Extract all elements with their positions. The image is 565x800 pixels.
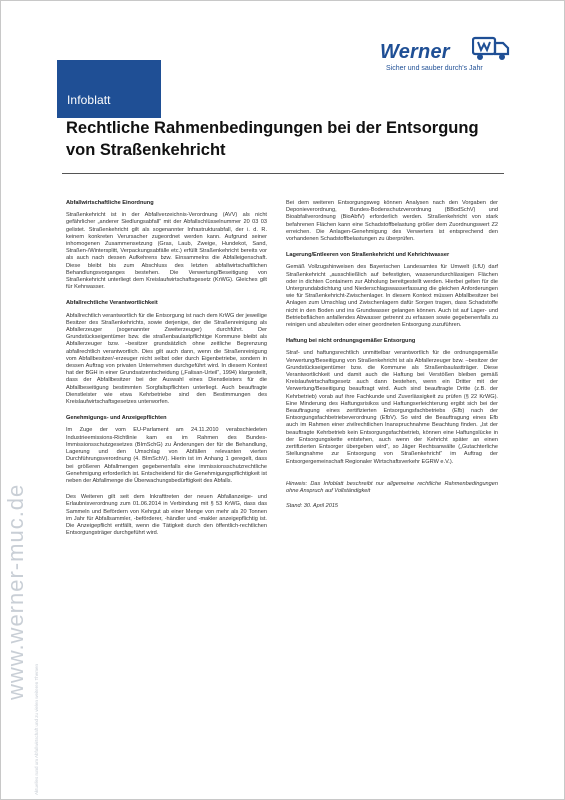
title-divider: [62, 173, 504, 174]
section-heading: Genehmigungs- und Anzeigepflichten: [66, 415, 167, 422]
section-heading: Haftung bei nicht ordnungsgemäßer Entsorgung: [286, 338, 416, 345]
paragraph: Straßenkehricht ist in der Abfallverzeichnis-Verordnung (AVV) als nicht gefährlicher „anderer Siedlungsabfall“ mit der Abfallschlüsselnummer 20 03 03 gelistet. Straßenkehricht gilt als sogenannter Infrastrukturabfall, der i. d. R. keinem konkreten Verursacher zugeordnet werden kann. Aufgrund seiner inhomogenen Zusammensetzung (Gras, Laub, Zweige, Hundekot, Sand, Straßen-/Wintersplitt, Verpackungsabfälle etc.) erfüllt Straßenkehricht bereits vor als auch nach dessen Aufkehrens bzw. Einsammelns die Abfalleigenschaft. Diese bleibt bis zum Abschluss des letzten abfallwirtschaftlichen Behandlungsvorganges bestehen. Die Verwertung/Beseitigung von Straßenkehricht unterliegt dem Kreislaufwirtschaftsgesetz (KrWG). Gleiches gilt für Kehrwasser.: [66, 212, 267, 291]
side-note: Aktuelles rund um Abfallwirtschaft und zu vielen weiteren Themen: [34, 664, 39, 795]
right-column: [286, 200, 498, 518]
left-column: [66, 200, 267, 546]
paragraph: Gemäß Vollzugshinweisen des Bayerischen Landesamtes für Umwelt (LfU) darf Straßenkehricht „ausschließlich auf befestigten, wasserundurchlässigen Flächen oder in dichten Containern zur Abholung bereitgestellt werden. Hierbei gelten für die Untergrundabdichtung und Niederschlagswasserfassung die gleichen Anforderungen wie für Straßenkehricht-Zwischenlager. In diesem Kontext müssen Abfallbesitzer bei Anlagen zum Umschlag und Zwischenlagern dafür Sorgen tragen, dass Schadstoffe nicht in den Boden und ins Grundwasser gelangen können. Auch ist auf Lager- und Betriebsflächen anfallendes Abwasser getrennt zu erfassen sowie gegebenenfalls zu reinigen und abzuleiten oder einer geordneten Entsorgung zuzuführen.: [286, 264, 498, 329]
paragraph: Abfallrechtlich verantwortlich für die Entsorgung ist nach dem KrWG der jeweilige Besitzer des Straßenkehrichts, sowie derjenige, der die Straßenreinigung als Abfallerzeuger (sogenannter Zweiterzeuger) durchführt. Der Grundstückseigentümer bzw. die straßenbaulastpflichtige Kommune bleibt als Abfallerzeuger bzw. –besitzer grundsätzlich ohne zeitliche Begrenzung abfallrechtlich verantwortlich. Dies gilt auch dann, wenn die Straßenreinigung vom Abfallbesitzer/-erzeuger nicht selbst oder durch Eigenbetriebe, sondern in dessen Auftrag von privaten Unternehmen durchgeführt wird. In diesem Kontext hat der BGH in einer Grundsatzentscheidung („Falisan-Urteil“, 1994) klargestellt, dass der Abfallbesitzer bei der Auswahl eines Dienstleisters für die Abfallbeseitigung bestimmten Sorgfaltspflichten unterliegt. Auch beauftragte Dienstleister wie etwa Kehrbetriebe sind den Bestimmungen des Kreislaufwirtschaftsgesetzes unterworfen.: [66, 312, 267, 406]
truck-logo-icon: [472, 35, 512, 65]
section-heading: Lagerung/Entleeren von Straßenkehricht und Kehrichtwasser: [286, 252, 450, 259]
paragraph: Im Zuge der vom EU-Parlament am 24.11.2010 verabschiedeten Industrieemissions-Richtlinie kam es im Rahmen des Bundes-Immissionsschutzgesetzes (BImSchG) zu Änderungen der für die Behandlung, Lagerung und den Umschlag von Abfällen relevanten vierten Durchführungsverordnung (4. BImSchV). Hierin ist im Anhang 1 geregelt, dass bei größeren Abfallmengen gegebenenfalls eine immissionsschutzrechtliche Genehmigung erforderlich ist. Entscheidend für die Genehmigungspflichtigkeit ist neben der Abfallmenge die Überwachungsbedürftigkeit des Abfalls.: [66, 427, 267, 484]
paragraph: Straf- und haftungsrechtlich unmittelbar verantwortlich für die ordnungsgemäße Verwertung/Beseitigung von Straßenkehricht ist als Abfallerzeuger bzw. –besitzer der Grundstückseigentümer bzw. die Kommune als Straßenbaulastträger. Diese Verantwortlichkeit und damit auch die Haftung bei Verstößen bleiben gemäß Kreislaufwirtschaftsgesetz auch dann bestehen, wenn ein Dritter mit der Verwertung/Beseitigung beauftragt wird. Auch sind beauftragte Dritte (z.B. der Kehrbetrieb) vorab auf ihre Fachkunde und Zuverlässigkeit zu prüfen (§ 22 KrWG). Eine Minderung des Haftungsrisikos und Haftungserleichterung ergibt sich bei der Beauftragung eines zertifizierten Entsorgungsfachbetriebs (Efb) nach der Entsorgungsfachbetriebeverordnung (EfbV). So wird die Beauftragung eines Efb auch im Rahmen einer zivilrechtlichen Inanspruchnahme Beachtung finden. „Ist der beauftragte Kehrbetrieb kein Entsorgungsfachbetrieb, können eine Haftungslücke in der Entsorgungskette entstehen, auch wenn der Kehricht später an einen zertifizierten Entsorger übergeben wird“, so Jäger Rechtsanwälte („Gutachterliche Stellungnahme zur Entsorgung von Straßenkehricht“ im Auftrag der Entsorgergemeinschaft Regionaler Wirtschaftsverkehr EGRW e.V.).: [286, 350, 498, 465]
badge-label: Infoblatt: [67, 93, 111, 107]
page-title: Rechtliche Rahmenbedingungen bei der Entsorgung von Straßenkehricht: [66, 119, 479, 159]
side-url: www.werner-muc.de: [3, 483, 28, 700]
werner-logo: [380, 35, 530, 80]
document-date: Stand: 30. April 2015: [286, 503, 339, 510]
infoblatt-badge: [57, 60, 161, 118]
section-heading: Abfallwirtschaftliche Einordnung: [66, 200, 154, 206]
section-heading: Abfallrechtliche Verantwortlichkeit: [66, 300, 158, 307]
logo-tagline: Sicher und sauber durch's Jahr: [386, 65, 483, 72]
paragraph: Bei dem weiteren Entsorgungsweg können Analysen nach den Vorgaben der Deponieverordnung, Bundes-Bodenschutzverordnung (BBodSchV) und Bioabfallverordnung (BioAbfV) erforderlich werden. Straßenkehricht von stark befahrenen Flächen kann eine Schadstoffbelastung größer dem Zuordnungswert Z2 erreichen. Die Anlagen-Genehmigung des Verwerters ist entsprechend den vorhandenen Schadstoffbelastungen zu überprüfen.: [286, 200, 498, 243]
paragraph: Des Weiteren gilt seit dem Inkrafttreten der neuen Abfallanzeige- und Erlaubnisverordnung zum 01.06.2014 in Verbindung mit § 53 KrWG, dass das Sammeln und Befördern von Kehrgut ab einer Menge von mehr als 20 Tonnen im Jahr für Abfallsammler, -beförderer, -händler und -makler anzeigepflichtig ist. Die Anzeigepflicht entfällt, wenn die Tätigkeit durch den öffentlich-rechtlichen Entsorgungsträger durchgeführt wird.: [66, 494, 267, 537]
logo-wordmark: Werner: [380, 41, 450, 63]
disclaimer-note: Hinweis: Das Infoblatt beschreibt nur allgemeine rechtliche Rahmenbedingungen ohne Anspruch auf Vollständigkeit: [286, 480, 498, 494]
